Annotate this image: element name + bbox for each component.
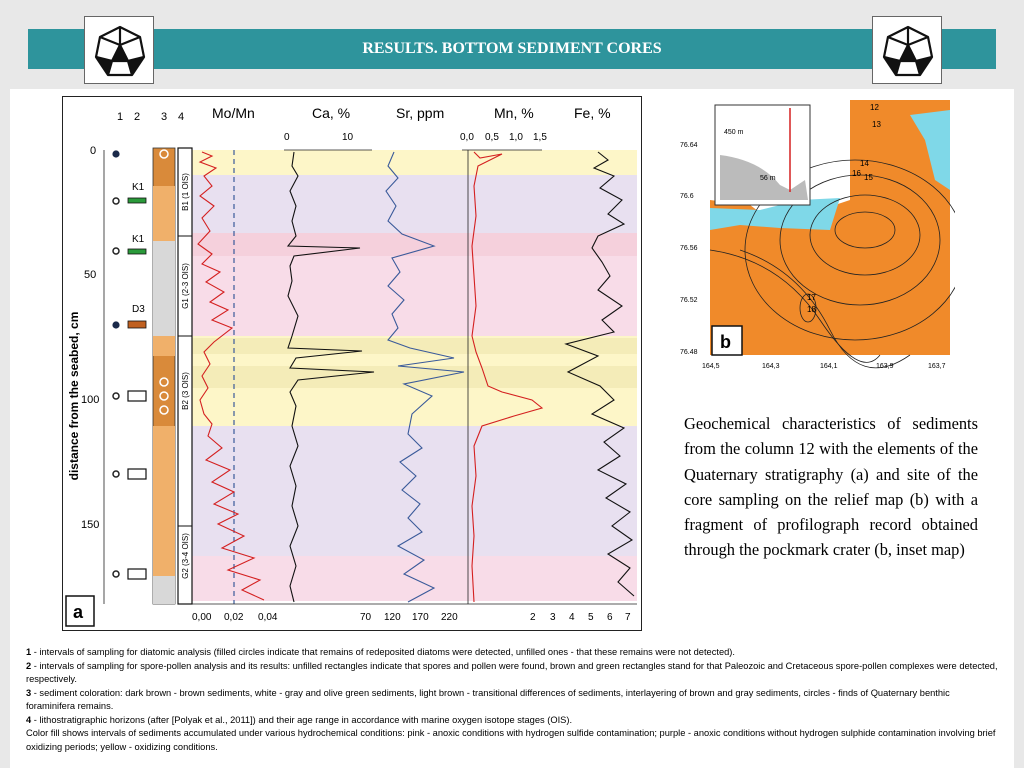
logo-right [872, 16, 942, 84]
spore-label-k1: K1 [132, 234, 145, 245]
note-4: 4 - lithostratigraphic horizons (after [Polyak et al., 2011]) and their age range in accordance with marine oxygen isotope stages (OIS). [26, 714, 573, 725]
polyhedron-logo-icon [880, 23, 936, 79]
mo-mn-tick-002: 0,02 [224, 612, 244, 623]
spore-unfilled-rect [128, 391, 146, 401]
figure-b-relief-map [680, 100, 955, 375]
lat-tick-4: 76.52 [680, 297, 698, 304]
y-axis-label: distance from the seabed, cm [67, 311, 81, 481]
horizon-g2: G2 (3-4 OIS) [181, 533, 190, 579]
page-title: RESULTS. BOTTOM SEDIMENT CORES [362, 40, 662, 57]
sediment-column [153, 148, 175, 604]
mo-mn-tick-004: 0,04 [258, 612, 278, 623]
panel-label-a: a [73, 602, 84, 622]
column-number-2: 2 [134, 111, 141, 123]
horizon-b1: B1 (1 OIS) [181, 173, 190, 211]
mn-top-tick-05: 0,5 [485, 132, 499, 143]
legend-notes [26, 646, 1001, 754]
spore-label-d3: D3 [132, 304, 145, 315]
diatom-unfilled [113, 393, 119, 399]
lon-tick-4: 163,9 [876, 363, 894, 370]
figure-a-core-plot [62, 96, 642, 631]
curve-title-sr: Sr, ppm [396, 105, 445, 121]
station-15: 15 [864, 173, 873, 182]
spore-unfilled-rect [128, 569, 146, 579]
lat-tick-2: 76.6 [680, 193, 694, 200]
mn-top-tick-10: 1,0 [509, 132, 523, 143]
mo-mn-tick-0: 0,00 [192, 612, 212, 623]
mn-top-tick-15: 1,5 [533, 132, 547, 143]
note-3: 3 - sediment coloration: dark brown - brown sediments, white - gray and olive green sediments, light brown - transitional differences of sediments, interlayering of brown and gray sediments, circles - finds of Quaternary benthic foraminifera remains. [26, 687, 950, 711]
mn-top-tick-0: 0,0 [460, 132, 474, 143]
y-tick-150: 150 [81, 519, 100, 531]
polyhedron-logo-icon [92, 23, 148, 79]
lat-tick-3: 76.56 [680, 245, 698, 252]
panel-label-b: b [720, 332, 731, 352]
lon-tick-5: 163,7 [928, 363, 946, 370]
sr-tick-220: 220 [441, 612, 458, 623]
y-tick-0: 0 [90, 145, 97, 157]
fe-tick-6: 6 [607, 612, 613, 623]
spore-label-k1: K1 [132, 182, 145, 193]
lon-tick-3: 164,1 [820, 363, 838, 370]
ca-bottom-tick-70: 70 [360, 612, 372, 623]
lat-tick-1: 76.64 [680, 142, 698, 149]
band-pink [192, 256, 637, 336]
logo-left [84, 16, 154, 84]
figure-description: Geochemical characteristics of sediments from the column 12 with the elements of the Quaternary stratigraphy (a) and site of the core sampling on the relief map (b) with a fragment of profilograph record obtained through the pockmark crater (b, inset map) [684, 414, 978, 560]
band-yellow [192, 150, 637, 175]
station-14: 14 [860, 159, 869, 168]
column-number-4: 4 [178, 111, 185, 123]
title-banner [28, 29, 996, 69]
curve-title-mo-mn: Mo/Mn [212, 105, 255, 121]
environment-bands [192, 150, 637, 601]
spore-brown-rect [128, 321, 146, 328]
band-pink-dotted [192, 233, 637, 256]
diatom-filled [112, 321, 119, 328]
diatom-unfilled [113, 571, 119, 577]
ca-top-tick-10: 10 [342, 132, 354, 143]
spore-unfilled-rect [128, 469, 146, 479]
diatom-unfilled [113, 471, 119, 477]
curve-title-ca: Ca, % [312, 105, 351, 121]
station-12: 12 [870, 103, 879, 112]
horizon-b2: B2 (3 OIS) [181, 372, 190, 410]
lon-tick-2: 164,3 [762, 363, 780, 370]
station-13: 13 [872, 120, 881, 129]
inset-depth-450: 450 m [724, 129, 744, 136]
y-tick-50: 50 [84, 269, 97, 281]
lat-tick-5: 76.48 [680, 349, 698, 356]
note-2: 2 - intervals of sampling for spore-pollen analysis and its results: unfilled rectangles indicate that spores and pollen were found, brown and green rectangles stand for that Paleozoic and Cretaceous spore-pollen complexes were detected, respectively. [26, 660, 998, 684]
y-tick-100: 100 [81, 394, 100, 406]
inset-depth-56: 56 m [760, 175, 776, 182]
spore-green-rect [128, 249, 146, 254]
column-number-1: 1 [117, 111, 124, 123]
column-number-3: 3 [161, 111, 168, 123]
fe-tick-2: 2 [530, 612, 536, 623]
fe-tick-4: 4 [569, 612, 575, 623]
horizon-column [178, 148, 192, 604]
diatom-unfilled [113, 198, 119, 204]
lon-tick-1: 164,5 [702, 363, 720, 370]
spore-green-rect [128, 198, 146, 203]
sr-tick-120: 120 [384, 612, 401, 623]
station-18: 18 [807, 305, 816, 314]
curve-title-mn: Mn, % [494, 105, 534, 121]
station-16: 16 [852, 169, 861, 178]
diatom-unfilled [113, 248, 119, 254]
fe-tick-3: 3 [550, 612, 556, 623]
ca-top-tick-0: 0 [284, 132, 290, 143]
diatom-filled [112, 150, 119, 157]
note-color-fill: Color fill shows intervals of sediments accumulated under various hydrochemical conditions: pink - anoxic conditions with hydrogen sulfide contamination; purple - anoxic conditions without hydrogen sulphide contamination involving brief oxidizing periods; yellow - oxidizing conditions. [26, 728, 996, 752]
fe-tick-7: 7 [625, 612, 631, 623]
band-dotted [192, 366, 637, 388]
note-1: 1 - intervals of sampling for diatomic analysis (filled circles indicate that remains of redeposited diatoms were detected, unfilled ones - that these remains were not detected). [26, 647, 735, 657]
curve-title-fe: Fe, % [574, 105, 611, 121]
station-17: 17 [807, 293, 816, 302]
band-purple [192, 175, 637, 233]
sr-tick-170: 170 [412, 612, 429, 623]
horizon-g1: G1 (2-3 OIS) [181, 263, 190, 309]
fe-tick-5: 5 [588, 612, 594, 623]
